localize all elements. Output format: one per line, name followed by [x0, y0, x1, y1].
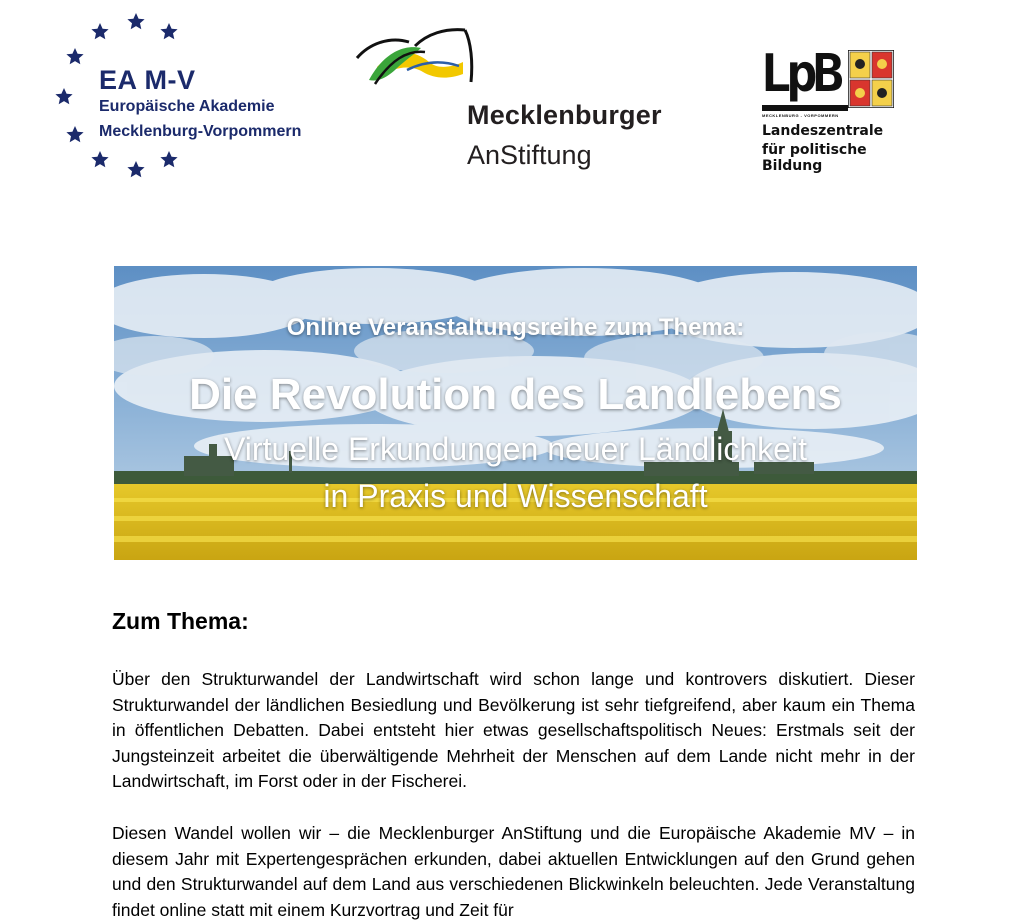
ea-logo-line1: Europäische Akademie [99, 98, 275, 115]
banner-title: Die Revolution des Landlebens [189, 370, 842, 419]
landscape-swoosh-icon [355, 22, 480, 92]
hero-banner [114, 266, 917, 560]
paragraph-2: Diesen Wandel wollen wir – die Mecklenburger AnStiftung und die Europäische Akademie MV – in diesem Jahr mit Expertengesprächen erkunden, dabei aktuellen Entwicklungen auf den Grund gehen und den Strukturwandel auf dem Land aus verschiedenen Blickwinkeln beleuchten. Jede Veranstaltung findet online statt mit einem Kurzvortrag und Zeit für [112, 823, 915, 920]
ea-logo-title: EA M-V [99, 65, 196, 95]
banner-subtitle-2: in Praxis und Wissenschaft [323, 478, 708, 514]
section-heading: Zum Thema: [112, 608, 249, 634]
lpb-region-label: MECKLENBURG - VORPOMMERN [762, 113, 839, 118]
lpb-line2: für politische Bildung [762, 142, 867, 174]
paragraph-1: Über den Strukturwandel der Landwirtschaft wird schon lange und kontrovers diskutiert. Dieser Strukturwandel der ländlichen Besiedlung und Bevölkerung ist sehr tiefgreifend, aber kaum ein Thema in öffentlichen Debatten. Dabei entsteht hier etwas gesellschaftspolitisch Neues: Erstmals seit der Jungsteinzeit arbeitet die überwältigende Mehrheit der Menschen auf dem Lande nicht mehr in der Landwirtschaft, im Forst oder in der Fischerei. [112, 669, 915, 791]
anstiftung-name: AnStiftung [467, 140, 592, 170]
ea-logo-line2: Mecklenburg-Vorpommern [99, 123, 302, 140]
lpb-logo [760, 44, 900, 174]
ea-mv-logo [52, 10, 352, 185]
mecklenburger-name: Mecklenburger [467, 100, 662, 130]
banner-kicker: Online Veranstaltungsreihe zum Thema: [286, 314, 745, 341]
mecklenburger-anstiftung-logo [355, 22, 685, 182]
lpb-line1: Landeszentrale [762, 123, 884, 139]
lpb-letters: LpB [760, 44, 839, 104]
lpb-bar [762, 105, 848, 111]
banner-subtitle-1: Virtuelle Erkundungen neuer Ländlichkeit [224, 431, 807, 467]
coat-of-arms-icon [848, 50, 894, 108]
